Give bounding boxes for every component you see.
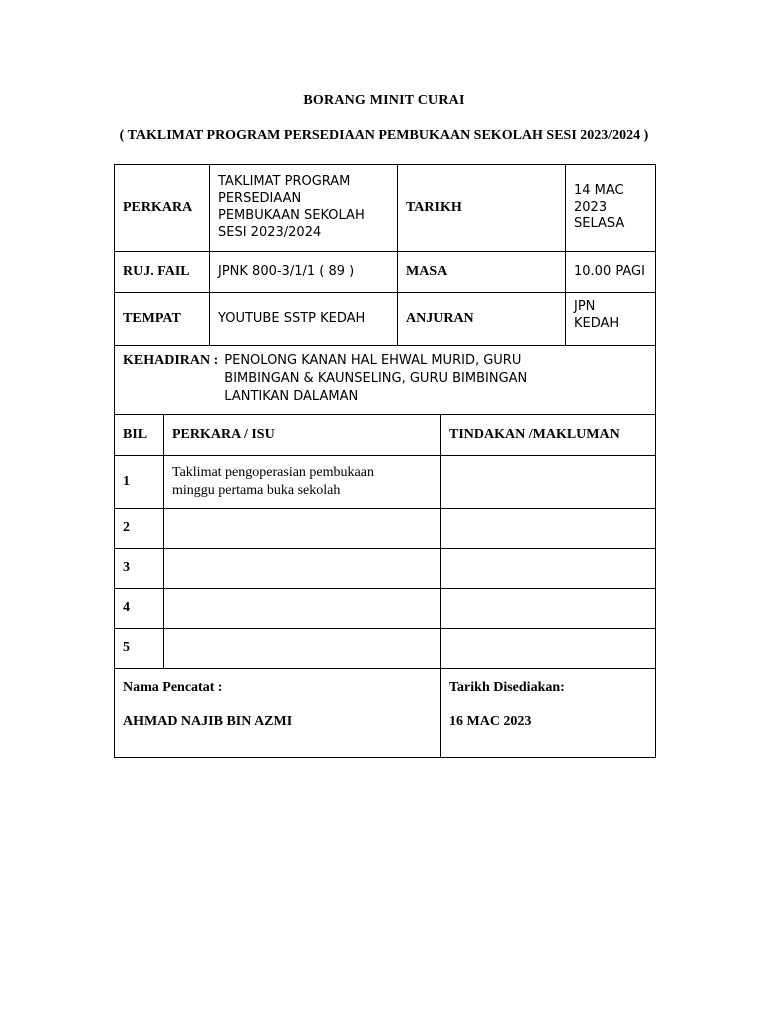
table-row [115, 293, 656, 346]
perkara-label: PERKARA [115, 165, 210, 252]
table-row [115, 509, 656, 549]
row-bil: 5 [115, 629, 164, 669]
table-row [115, 165, 656, 252]
form-title: BORANG MINIT CURAI [303, 93, 465, 108]
tarikh-value-line: 2023 [574, 199, 608, 215]
perkara-value-line: PERSEDIAAN [218, 191, 302, 207]
pencatat-name: AHMAD NAJIB BIN AZMI [123, 714, 293, 730]
row-perkara [164, 456, 441, 509]
row-tindakan [441, 549, 656, 589]
table-row [115, 252, 656, 293]
row-perkara-line: minggu pertama buka sekolah [172, 483, 341, 498]
tarikh-value-line: 14 MAC [574, 182, 624, 198]
header-table [114, 164, 656, 415]
disediakan-label: Tarikh Disediakan: [449, 680, 565, 695]
anjuran-value-line: KEDAH [574, 315, 620, 331]
kehadiran-cell [115, 346, 656, 415]
perkara-value-line: TAKLIMAT PROGRAM [218, 174, 351, 190]
anjuran-label: ANJURAN [398, 293, 566, 346]
ruj-fail-label: RUJ. FAIL [115, 252, 210, 293]
masa-label: MASA [398, 252, 566, 293]
tindakan-header: TINDAKAN /MAKLUMAN [441, 415, 656, 456]
ruj-fail-value: JPNK 800-3/1/1 ( 89 ) [210, 252, 398, 293]
row-bil: 3 [115, 549, 164, 589]
row-tindakan [441, 509, 656, 549]
row-perkara [164, 509, 441, 549]
disediakan-cell [441, 669, 656, 758]
items-table [114, 414, 656, 758]
row-perkara [164, 629, 441, 669]
tempat-value: YOUTUBE SSTP KEDAH [210, 293, 398, 346]
tempat-label: TEMPAT [115, 293, 210, 346]
kehadiran-list [224, 352, 527, 407]
row-bil: 4 [115, 589, 164, 629]
disediakan-date: 16 MAC 2023 [449, 714, 532, 730]
tarikh-value-line: SELASA [574, 216, 625, 232]
table-row [115, 629, 656, 669]
form-subtitle: ( TAKLIMAT PROGRAM PERSEDIAAN PEMBUKAAN SEKOLAH SESI 2023/2024 ) [119, 128, 649, 143]
kehadiran-line: LANTIKAN DALAMAN [224, 389, 359, 405]
anjuran-value-line: JPN [574, 299, 596, 314]
perkara-header: PERKARA / ISU [164, 415, 441, 456]
perkara-value [210, 165, 398, 252]
table-row [115, 589, 656, 629]
anjuran-value [566, 293, 656, 346]
row-perkara [164, 589, 441, 629]
table-row [115, 549, 656, 589]
kehadiran-line: PENOLONG KANAN HAL EHWAL MURID, GURU [224, 353, 522, 368]
kehadiran-label: KEHADIRAN : [123, 353, 219, 368]
row-bil: 2 [115, 509, 164, 549]
perkara-value-line: SESI 2023/2024 [218, 224, 322, 240]
masa-value: 10.00 PAGI [566, 252, 656, 293]
row-perkara-line: Taklimat pengoperasian pembukaan [172, 464, 374, 480]
bil-header: BIL [115, 415, 164, 456]
tarikh-value [566, 165, 656, 252]
row-perkara [164, 549, 441, 589]
table-row [115, 456, 656, 509]
footer-row [115, 669, 656, 758]
row-tindakan [441, 629, 656, 669]
table-row [115, 346, 656, 415]
row-tindakan [441, 456, 656, 509]
kehadiran-line: BIMBINGAN & KAUNSELING, GURU BIMBINGAN [224, 371, 528, 387]
pencatat-label: Nama Pencatat : [123, 680, 223, 695]
row-tindakan [441, 589, 656, 629]
row-bil: 1 [115, 456, 164, 509]
perkara-value-line: PEMBUKAAN SEKOLAH [218, 208, 365, 223]
pencatat-cell [115, 669, 441, 758]
table-header-row [115, 415, 656, 456]
tarikh-label: TARIKH [398, 165, 566, 252]
